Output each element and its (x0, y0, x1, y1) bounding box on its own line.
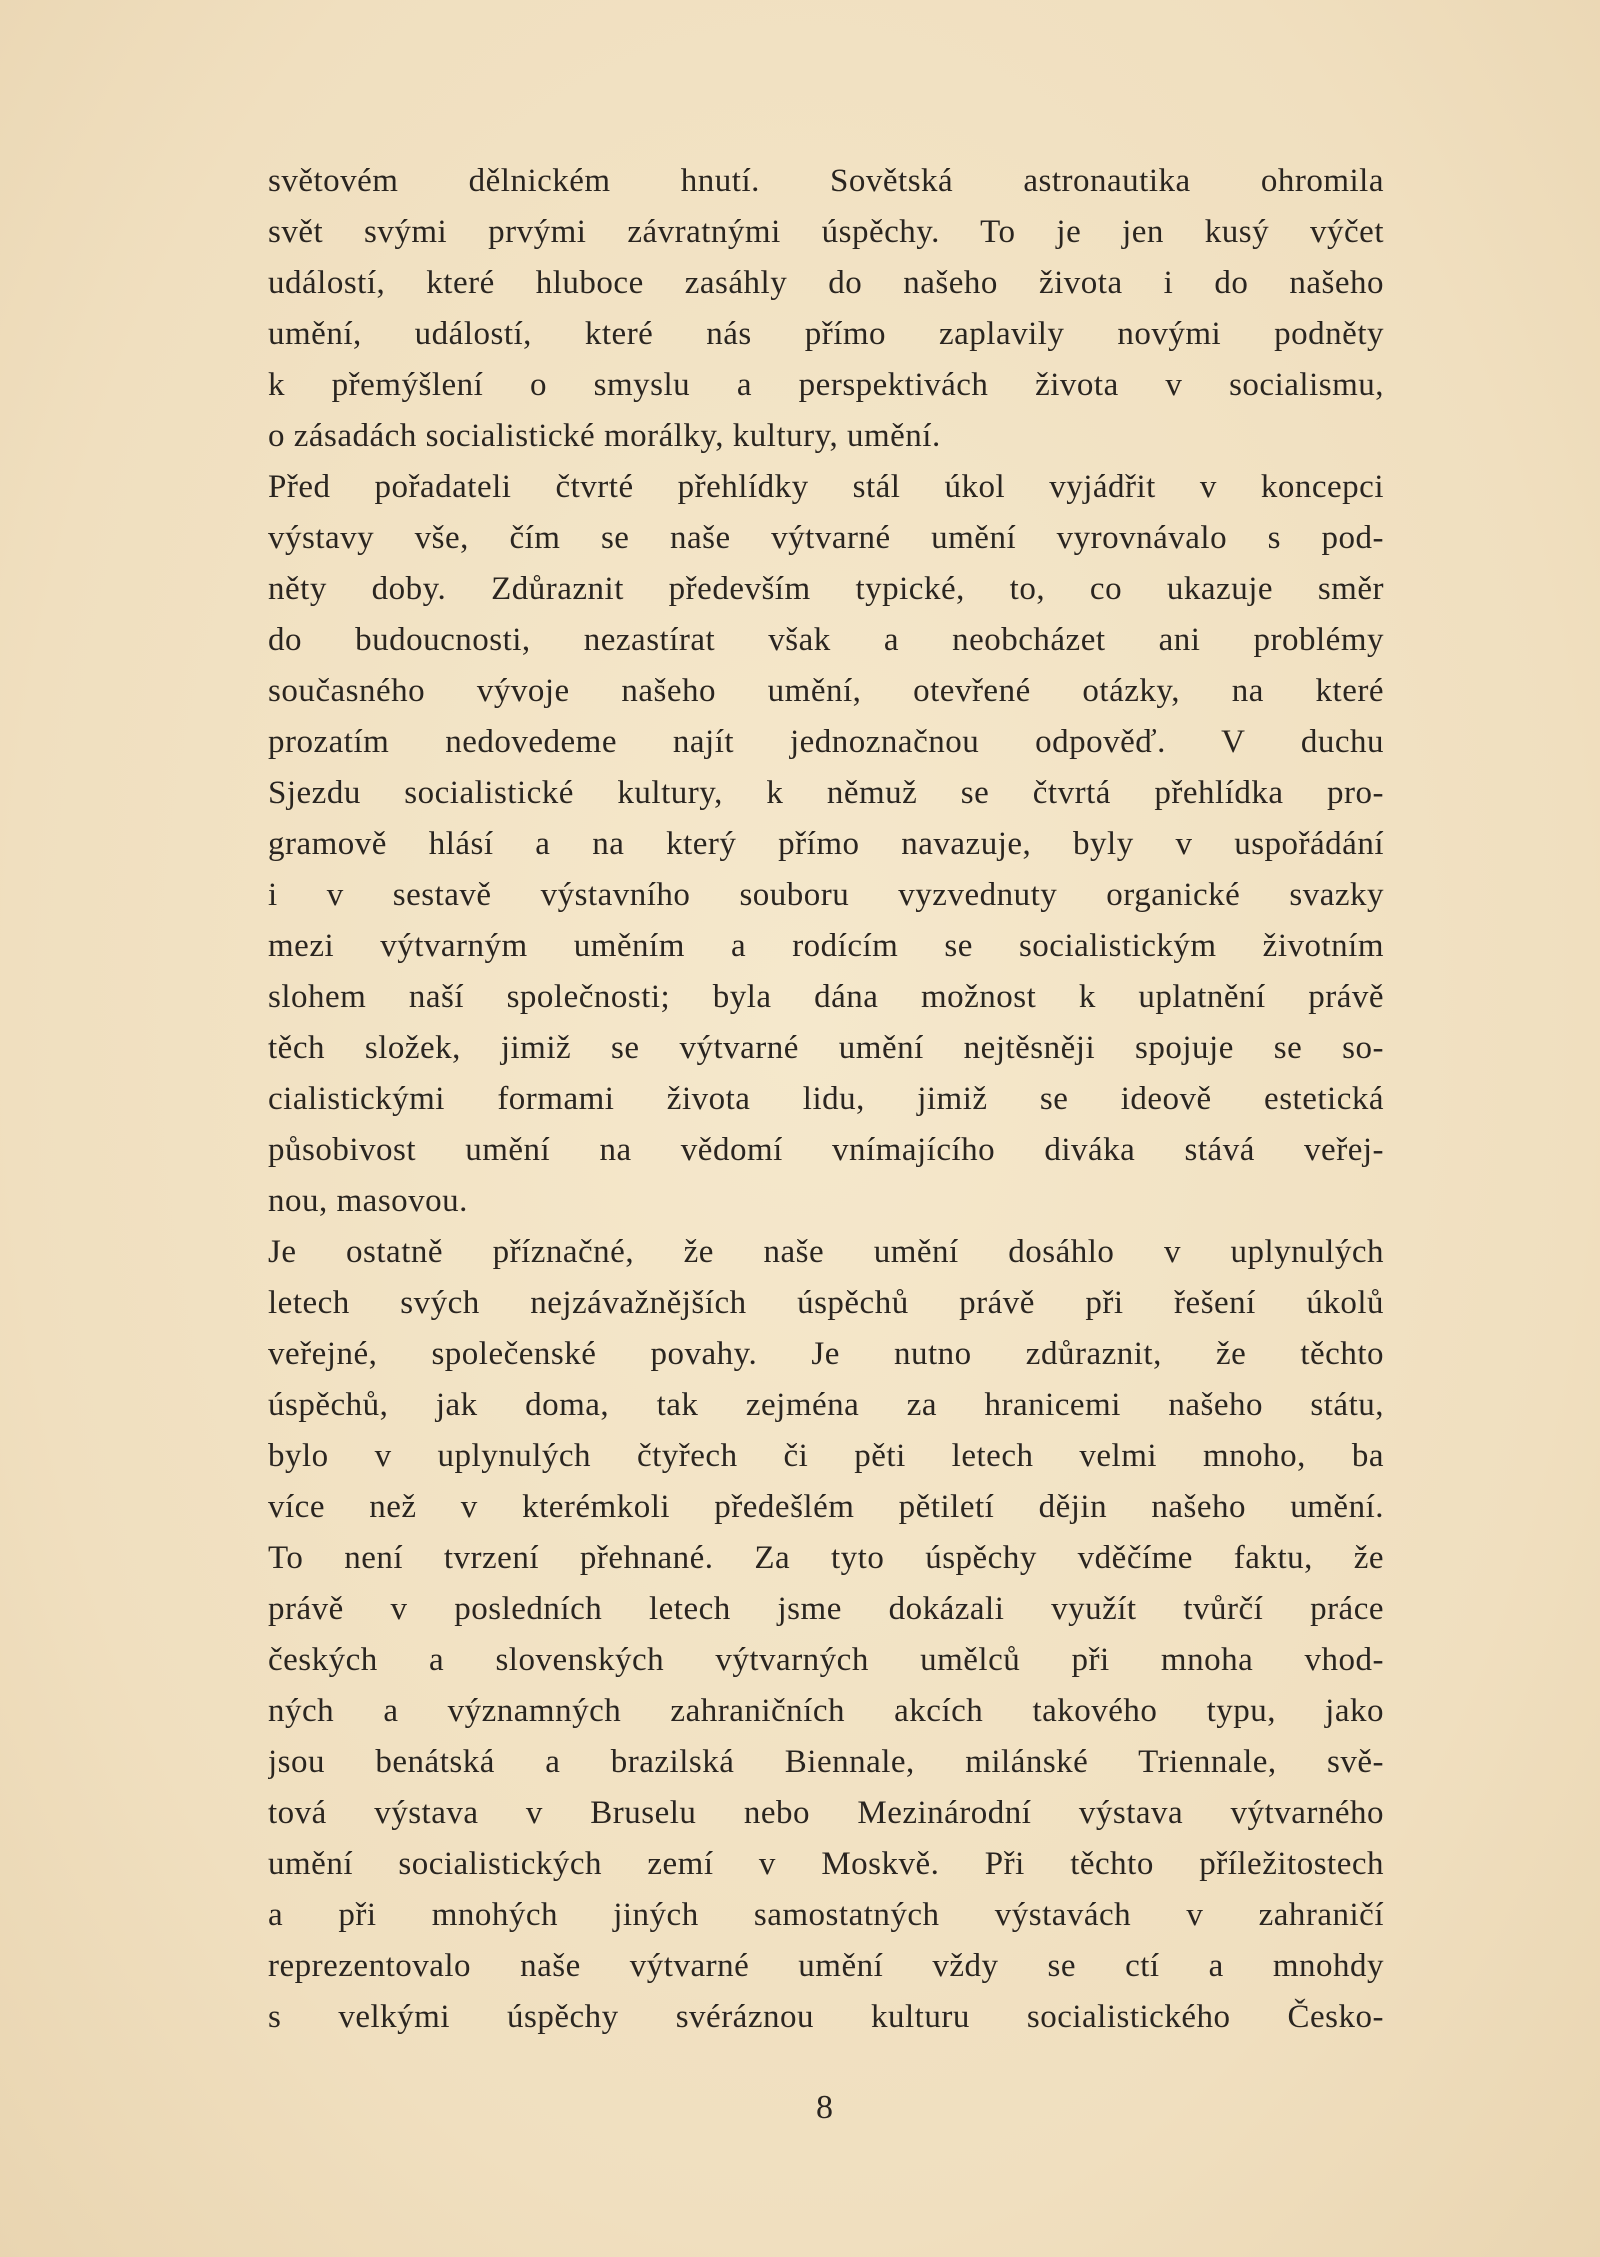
text-line: tová výstava v Bruselu nebo Mezinárodní výstava výtvarného (268, 1795, 1384, 1831)
text-line: o zásadách socialistické morálky, kultury, umění. (268, 418, 941, 454)
text-line: Je ostatně příznačné, že naše umění dosáhlo v uplynulých (268, 1234, 1384, 1270)
text-line: těch složek, jimiž se výtvarné umění nejtěsněji spojuje se so- (268, 1030, 1384, 1066)
text-line: cialistickými formami života lidu, jimiž se ideově estetická (268, 1081, 1384, 1117)
text-line: veřejné, společenské povahy. Je nutno zdůraznit, že těchto (268, 1336, 1384, 1372)
page-number: 8 (816, 2089, 833, 2126)
text-line: mezi výtvarným uměním a rodícím se socialistickým životním (268, 928, 1384, 964)
text-line: více než v kterémkoli předešlém pětiletí dějin našeho umění. (268, 1489, 1384, 1525)
text-line: působivost umění na vědomí vnímajícího diváka stává veřej- (268, 1132, 1384, 1168)
text-line: svět svými prvými závratnými úspěchy. To je jen kusý výčet (268, 214, 1384, 250)
text-line: slohem naší společnosti; byla dána možnost k uplatnění právě (268, 979, 1384, 1015)
text-line: umění, událostí, které nás přímo zaplavily novými podněty (268, 316, 1384, 352)
text-line: umění socialistických zemí v Moskvě. Při těchto příležitostech (268, 1846, 1384, 1882)
text-line: i v sestavě výstavního souboru vyzvednuty organické svazky (268, 877, 1384, 913)
text-line: prozatím nedovedeme najít jednoznačnou odpověď. V duchu (268, 724, 1384, 760)
text-line: jsou benátská a brazilská Biennale, milánské Triennale, svě- (268, 1744, 1384, 1780)
text-line: do budoucnosti, nezastírat však a neobcházet ani problémy (268, 622, 1384, 658)
text-line: ných a významných zahraničních akcích takového typu, jako (268, 1693, 1384, 1729)
text-line: k přemýšlení o smyslu a perspektivách života v socialismu, (268, 367, 1384, 403)
text-line: událostí, které hluboce zasáhly do našeho života i do našeho (268, 265, 1384, 301)
text-line: Sjezdu socialistické kultury, k němuž se čtvrtá přehlídka pro- (268, 775, 1384, 811)
text-line: a při mnohých jiných samostatných výstavách v zahraničí (268, 1897, 1384, 1933)
text-line: s velkými úspěchy svéráznou kulturu socialistického Česko- (268, 1999, 1384, 2035)
text-line: úspěchů, jak doma, tak zejména za hranicemi našeho státu, (268, 1387, 1384, 1423)
text-line: To není tvrzení přehnané. Za tyto úspěchy vděčíme faktu, že (268, 1540, 1384, 1576)
text-line: českých a slovenských výtvarných umělců při mnoha vhod- (268, 1642, 1384, 1678)
text-line: Před pořadateli čtvrté přehlídky stál úkol vyjádřit v koncepci (268, 469, 1384, 505)
text-line: současného vývoje našeho umění, otevřené otázky, na které (268, 673, 1384, 709)
text-line: letech svých nejzávažnějších úspěchů právě při řešení úkolů (268, 1285, 1384, 1321)
body-text (268, 156, 1384, 2043)
text-line: právě v posledních letech jsme dokázali využít tvůrčí práce (268, 1591, 1384, 1627)
text-line: bylo v uplynulých čtyřech či pěti letech velmi mnoho, ba (268, 1438, 1384, 1474)
text-line: nou, masovou. (268, 1183, 468, 1219)
text-line: reprezentovalo naše výtvarné umění vždy se ctí a mnohdy (268, 1948, 1384, 1984)
text-line: světovém dělnickém hnutí. Sovětská astronautika ohromila (268, 163, 1384, 199)
text-line: gramově hlásí a na který přímo navazuje, byly v uspořádání (268, 826, 1384, 862)
text-line: něty doby. Zdůraznit především typické, to, co ukazuje směr (268, 571, 1384, 607)
text-line: výstavy vše, čím se naše výtvarné umění vyrovnávalo s pod- (268, 520, 1384, 556)
